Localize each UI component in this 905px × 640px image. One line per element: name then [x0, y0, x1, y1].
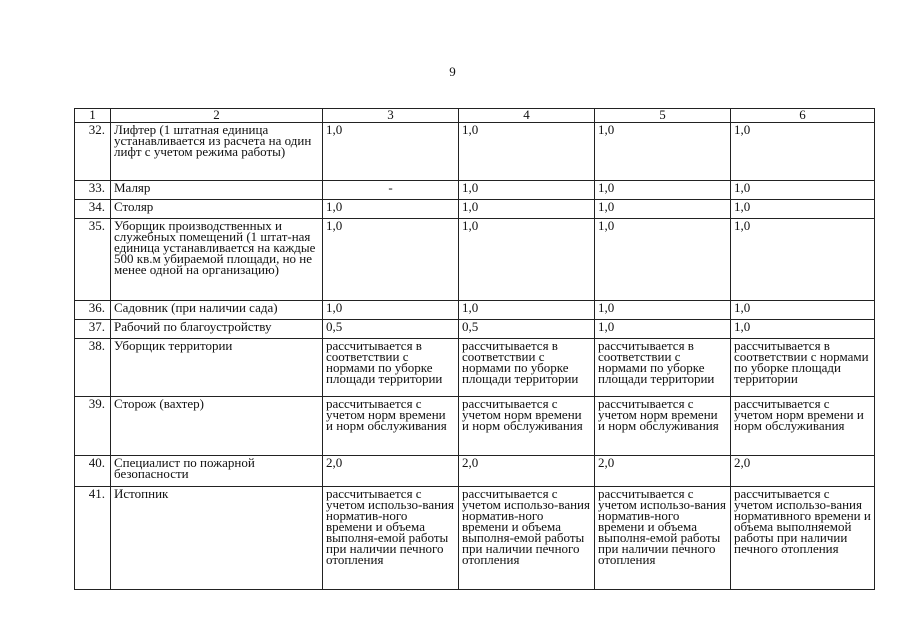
cell-col6: 1,0 [731, 200, 875, 219]
position-name: Специалист по пожарной безопасности [111, 456, 323, 487]
page-number: 9 [449, 64, 456, 79]
cell-col6: рассчитывается в соответствии с нормами по уборке площади территории [731, 339, 875, 397]
cell-col4: 2,0 [459, 456, 595, 487]
table-row [75, 181, 875, 200]
cell-col4: 1,0 [459, 219, 595, 301]
column-header: 3 [323, 109, 459, 123]
table-row [75, 487, 875, 590]
position-name: Маляр [111, 181, 323, 200]
cell-col6: 1,0 [731, 219, 875, 301]
row-number: 33. [75, 181, 111, 200]
position-name: Сторож (вахтер) [111, 397, 323, 456]
cell-col3: 1,0 [323, 123, 459, 181]
column-header: 6 [731, 109, 875, 123]
cell-col4: 1,0 [459, 123, 595, 181]
position-name: Столяр [111, 200, 323, 219]
cell-col3: 1,0 [323, 301, 459, 320]
table-row [75, 200, 875, 219]
position-name: Истопник [111, 487, 323, 590]
cell-col4: 1,0 [459, 301, 595, 320]
table-row [75, 339, 875, 397]
cell-col3: 2,0 [323, 456, 459, 487]
position-name: Уборщик производственных и служебных помещений (1 штат-ная единица устанавливается на каждые 500 кв.м убираемой площади, но не менее одной на организацию) [111, 219, 323, 301]
cell-col6: 1,0 [731, 301, 875, 320]
cell-col3: 0,5 [323, 320, 459, 339]
cell-col6: 1,0 [731, 181, 875, 200]
column-header: 1 [75, 109, 111, 123]
column-header: 2 [111, 109, 323, 123]
cell-col5: 1,0 [595, 181, 731, 200]
row-number: 40. [75, 456, 111, 487]
table-row [75, 301, 875, 320]
column-header: 5 [595, 109, 731, 123]
position-name: Уборщик территории [111, 339, 323, 397]
position-name: Садовник (при наличии сада) [111, 301, 323, 320]
column-header: 4 [459, 109, 595, 123]
table-row [75, 123, 875, 181]
cell-col4: 1,0 [459, 200, 595, 219]
cell-col6: рассчитывается с учетом использо-вания нормативного времени и объема выполняемой работы при наличии печного отопления [731, 487, 875, 590]
cell-col5: 2,0 [595, 456, 731, 487]
cell-col4: 1,0 [459, 181, 595, 200]
table-row [75, 219, 875, 301]
cell-col4: рассчитывается с учетом норм времени и норм обслуживания [459, 397, 595, 456]
table-header-row [75, 109, 875, 123]
cell-col4: 0,5 [459, 320, 595, 339]
cell-col6: 1,0 [731, 320, 875, 339]
position-name: Рабочий по благоустройству [111, 320, 323, 339]
cell-col6: 1,0 [731, 123, 875, 181]
row-number: 35. [75, 219, 111, 301]
cell-col5: 1,0 [595, 320, 731, 339]
cell-col5: 1,0 [595, 123, 731, 181]
staff-norms-table [74, 108, 875, 590]
cell-col5: рассчитывается в соответствии с нормами по уборке площади территории [595, 339, 731, 397]
row-number: 32. [75, 123, 111, 181]
cell-col4: рассчитывается с учетом использо-вания норматив-ного времени и объема выполня-емой работы при наличии печного отопления [459, 487, 595, 590]
row-number: 38. [75, 339, 111, 397]
cell-col3: рассчитывается с учетом норм времени и норм обслуживания [323, 397, 459, 456]
cell-col5: рассчитывается с учетом использо-вания норматив-ного времени и объема выполня-емой работы при наличии печного отопления [595, 487, 731, 590]
cell-col5: 1,0 [595, 200, 731, 219]
row-number: 39. [75, 397, 111, 456]
table-row [75, 397, 875, 456]
row-number: 36. [75, 301, 111, 320]
cell-col3: рассчитывается в соответствии с нормами по уборке площади территории [323, 339, 459, 397]
cell-col3: 1,0 [323, 219, 459, 301]
cell-col5: рассчитывается с учетом норм времени и норм обслуживания [595, 397, 731, 456]
cell-col5: 1,0 [595, 301, 731, 320]
table-row [75, 456, 875, 487]
row-number: 41. [75, 487, 111, 590]
table-row [75, 320, 875, 339]
cell-col6: рассчитывается с учетом норм времени и норм обслуживания [731, 397, 875, 456]
cell-col4: рассчитывается в соответствии с нормами по уборке площади территории [459, 339, 595, 397]
cell-col3: 1,0 [323, 200, 459, 219]
cell-col6: 2,0 [731, 456, 875, 487]
cell-col5: 1,0 [595, 219, 731, 301]
row-number: 34. [75, 200, 111, 219]
position-name: Лифтер (1 штатная единица устанавливается из расчета на один лифт с учетом режима работы) [111, 123, 323, 181]
cell-col3: - [323, 181, 459, 200]
row-number: 37. [75, 320, 111, 339]
cell-col3: рассчитывается с учетом использо-вания норматив-ного времени и объема выполня-емой работы при наличии печного отопления [323, 487, 459, 590]
